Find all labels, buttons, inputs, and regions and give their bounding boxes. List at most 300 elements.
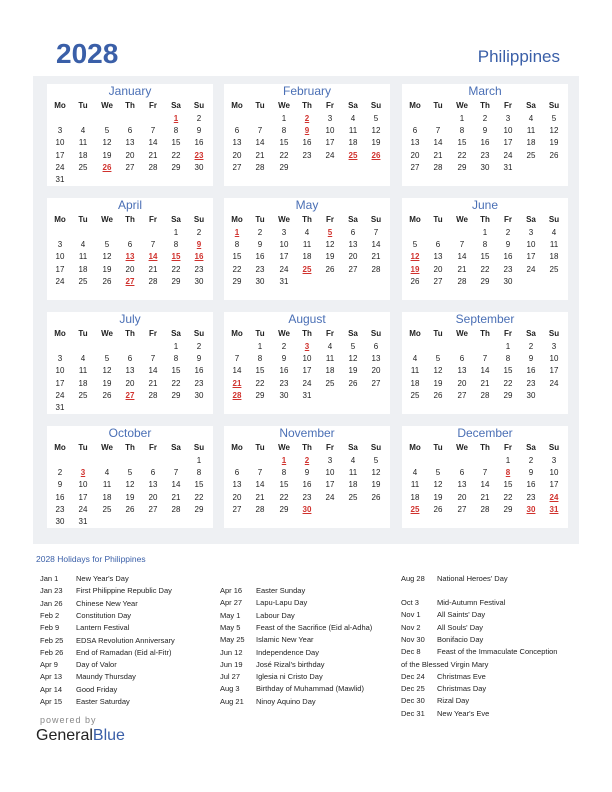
- holiday-name: Day of Valor: [76, 660, 117, 670]
- weekday-header: Tu: [255, 215, 265, 224]
- weekday-header: Th: [125, 443, 135, 452]
- day-cell: 15: [171, 366, 181, 376]
- day-cell: 22: [232, 264, 242, 274]
- day-cell: 20: [232, 150, 242, 160]
- day-cell: 12: [433, 480, 443, 490]
- day-cell: 20: [125, 150, 135, 160]
- holiday-day: 9: [304, 126, 310, 136]
- day-cell: 13: [433, 252, 443, 262]
- weekday-header: Th: [125, 215, 135, 224]
- day-cell: 9: [482, 126, 488, 136]
- holiday-date: May 1: [220, 610, 241, 620]
- holiday-row: [401, 672, 571, 682]
- calendar-grid: [33, 76, 579, 544]
- day-cell: 21: [480, 378, 490, 388]
- month-name: November: [279, 426, 335, 440]
- weekday-header: Fr: [326, 215, 334, 224]
- day-cell: 14: [148, 138, 158, 148]
- weekday-header: We: [456, 101, 468, 110]
- day-cell: 20: [371, 366, 381, 376]
- holiday-row: [220, 660, 390, 670]
- day-cell: 13: [125, 366, 135, 376]
- day-cell: 5: [373, 456, 379, 465]
- holiday-name: Lapu-Lapu Day: [256, 598, 308, 608]
- holiday-day: 31: [549, 504, 559, 514]
- day-cell: 14: [433, 138, 443, 148]
- day-cell: 18: [78, 378, 88, 388]
- holiday-row: [220, 611, 390, 621]
- day-cell: 1: [459, 114, 465, 123]
- day-cell: 20: [457, 492, 467, 502]
- day-cell: 20: [148, 492, 158, 502]
- holiday-name: Birthday of Muhammad (Mawlid): [256, 684, 364, 694]
- day-cell: 26: [348, 378, 358, 388]
- day-cell: 22: [480, 264, 490, 274]
- weekday-header: We: [101, 101, 113, 110]
- weekday-header: Th: [480, 215, 490, 224]
- day-cell: 19: [371, 138, 381, 148]
- weekday-header: Su: [548, 329, 560, 338]
- weekday-header: We: [101, 215, 113, 224]
- weekday-header: Sa: [171, 101, 181, 110]
- holiday-name: End of Ramadan (Eid al-Fitr): [76, 647, 172, 657]
- day-cell: 18: [78, 264, 88, 274]
- weekday-header: Sa: [348, 329, 358, 338]
- day-cell: 19: [348, 366, 358, 376]
- day-cell: 7: [459, 240, 465, 250]
- day-cell: 16: [194, 366, 204, 376]
- day-cell: 13: [232, 138, 242, 148]
- day-cell: 11: [526, 126, 536, 136]
- day-cell: 9: [196, 126, 202, 136]
- holiday-row: [40, 611, 210, 621]
- day-cell: 1: [173, 228, 179, 237]
- holiday-row: [220, 697, 390, 707]
- day-cell: 14: [148, 366, 158, 376]
- weekday-header: Th: [302, 329, 312, 338]
- weekday-header: Sa: [526, 329, 536, 338]
- weekday-header: Su: [370, 215, 382, 224]
- holiday-row: [401, 635, 571, 645]
- holiday-name: Chinese New Year: [76, 598, 138, 608]
- holiday-date: Dec 30: [401, 696, 425, 706]
- day-cell: 22: [457, 150, 467, 160]
- day-cell: 9: [257, 240, 263, 250]
- holiday-date: Jun 12: [220, 647, 243, 657]
- day-cell: 5: [412, 240, 418, 250]
- day-cell: 7: [173, 468, 179, 478]
- holiday-day: 8: [505, 468, 511, 478]
- month-name: February: [282, 84, 332, 98]
- weekday-header: Sa: [526, 215, 536, 224]
- holiday-date: Jul 27: [220, 672, 241, 682]
- day-cell: 25: [78, 276, 88, 286]
- day-cell: 28: [148, 276, 158, 286]
- month-name: August: [288, 312, 326, 326]
- day-cell: 17: [549, 480, 559, 490]
- day-cell: 28: [480, 504, 490, 514]
- holiday-name: All Souls' Day: [437, 622, 484, 632]
- day-cell: 8: [482, 240, 488, 250]
- day-cell: 22: [171, 378, 181, 388]
- holiday-row: [401, 647, 571, 657]
- month-name: March: [468, 84, 502, 98]
- day-cell: 15: [503, 480, 513, 490]
- month-august: [224, 312, 390, 414]
- day-cell: 15: [503, 366, 513, 376]
- holiday-row: [401, 709, 571, 719]
- day-cell: 11: [102, 480, 112, 490]
- day-cell: 28: [371, 264, 381, 274]
- day-cell: 1: [505, 342, 511, 351]
- day-cell: 26: [410, 276, 420, 286]
- holiday-name: Rizal Day: [437, 696, 470, 706]
- day-cell: 16: [302, 138, 312, 148]
- day-cell: 19: [371, 480, 381, 490]
- holiday-date: Jan 1: [40, 574, 59, 583]
- day-cell: 7: [150, 240, 156, 250]
- day-cell: 11: [302, 240, 312, 250]
- day-cell: 9: [528, 468, 534, 478]
- weekday-header: Fr: [504, 443, 512, 452]
- day-cell: 4: [412, 354, 418, 364]
- holiday-row: [220, 635, 390, 645]
- day-cell: 11: [549, 240, 559, 250]
- holiday-day: 27: [125, 276, 135, 286]
- day-cell: 19: [102, 150, 112, 160]
- weekday-header: Tu: [433, 329, 443, 338]
- day-cell: 23: [302, 150, 312, 160]
- day-cell: 7: [435, 126, 441, 136]
- holiday-row: [40, 586, 210, 596]
- day-cell: 8: [281, 126, 287, 136]
- day-cell: 20: [410, 150, 420, 160]
- weekday-header: Su: [193, 215, 205, 224]
- day-cell: 28: [148, 390, 158, 400]
- day-cell: 4: [350, 456, 356, 465]
- holiday-row: [220, 648, 390, 658]
- holiday-day: 1: [234, 228, 240, 237]
- day-cell: 6: [150, 468, 156, 478]
- day-cell: 10: [549, 354, 559, 364]
- weekday-header: Mo: [409, 101, 421, 110]
- weekday-header: Fr: [326, 329, 334, 338]
- day-cell: 17: [78, 492, 88, 502]
- holiday-date: Feb 25: [40, 635, 64, 645]
- holiday-name: Feast of the Immaculate Conception: [437, 647, 558, 657]
- day-cell: 28: [171, 504, 181, 514]
- day-cell: 31: [279, 276, 289, 286]
- day-cell: 24: [55, 276, 65, 286]
- weekday-header: Su: [370, 329, 382, 338]
- holiday-name: Mid-Autumn Festival: [437, 598, 506, 607]
- month-october: [47, 426, 213, 528]
- day-cell: 15: [232, 252, 242, 262]
- day-cell: 23: [255, 264, 265, 274]
- holiday-day: 24: [549, 492, 559, 502]
- day-cell: 17: [503, 138, 513, 148]
- holidays-title: 2028 Holidays for Philippines: [36, 554, 146, 564]
- day-cell: 16: [480, 138, 490, 148]
- day-cell: 18: [549, 252, 559, 262]
- month-name: July: [119, 312, 141, 326]
- day-cell: 25: [526, 150, 536, 160]
- day-cell: 14: [232, 366, 242, 376]
- day-cell: 3: [327, 114, 333, 123]
- holiday-date: Nov 30: [401, 634, 425, 644]
- day-cell: 22: [255, 378, 265, 388]
- day-cell: 2: [57, 468, 63, 478]
- holiday-name: Feast of the Sacrifice (Eid al-Adha): [256, 622, 373, 632]
- holiday-day: 15: [171, 252, 181, 262]
- day-cell: 8: [173, 240, 179, 250]
- day-cell: 3: [551, 456, 557, 465]
- day-cell: 28: [480, 390, 490, 400]
- day-cell: 16: [503, 252, 513, 262]
- day-cell: 11: [78, 138, 88, 148]
- holiday-name: Maundy Thursday: [76, 672, 136, 682]
- weekday-header: We: [278, 215, 290, 224]
- holiday-name: All Saints' Day: [437, 610, 486, 620]
- holiday-row: [401, 623, 571, 633]
- day-cell: 4: [528, 114, 534, 123]
- day-cell: 19: [549, 138, 559, 148]
- weekday-header: Mo: [231, 329, 243, 338]
- day-cell: 13: [457, 366, 467, 376]
- day-cell: 11: [348, 468, 358, 478]
- holiday-row: [220, 598, 390, 608]
- day-cell: 24: [55, 390, 65, 400]
- month-march: [402, 84, 568, 186]
- holiday-row: [40, 660, 210, 670]
- weekday-header: Tu: [255, 101, 265, 110]
- day-cell: 4: [350, 114, 356, 123]
- weekday-header: Mo: [54, 101, 66, 110]
- weekday-header: Mo: [409, 329, 421, 338]
- day-cell: 10: [78, 480, 88, 490]
- holiday-name: Ninoy Aquino Day: [256, 696, 316, 706]
- weekday-header: Mo: [54, 215, 66, 224]
- day-cell: 23: [302, 492, 312, 502]
- day-cell: 16: [302, 480, 312, 490]
- holiday-row: [220, 623, 390, 633]
- day-cell: 4: [80, 354, 86, 364]
- day-cell: 26: [102, 390, 112, 400]
- day-cell: 21: [255, 492, 265, 502]
- holiday-date: Aug 28: [401, 574, 425, 583]
- day-cell: 19: [125, 492, 135, 502]
- day-cell: 3: [327, 456, 333, 465]
- holiday-date: Apr 15: [40, 697, 63, 706]
- day-cell: 30: [279, 390, 289, 400]
- day-cell: 26: [433, 390, 443, 400]
- holiday-name: Bonifacio Day: [437, 634, 484, 644]
- day-cell: 4: [327, 342, 333, 351]
- day-cell: 9: [304, 468, 310, 478]
- day-cell: 14: [255, 138, 265, 148]
- day-cell: 24: [279, 264, 289, 274]
- day-cell: 20: [433, 264, 443, 274]
- holiday-date: Dec 24: [401, 671, 425, 681]
- day-cell: 6: [435, 240, 441, 250]
- day-cell: 18: [325, 366, 335, 376]
- day-cell: 4: [80, 126, 86, 136]
- day-cell: 26: [371, 492, 381, 502]
- holiday-day: 28: [232, 390, 242, 400]
- day-cell: 7: [150, 354, 156, 364]
- weekday-header: Fr: [149, 443, 157, 452]
- day-cell: 20: [348, 252, 358, 262]
- day-cell: 3: [281, 228, 287, 237]
- day-cell: 15: [255, 366, 265, 376]
- weekday-header: Su: [548, 101, 560, 110]
- weekday-header: Mo: [231, 215, 243, 224]
- day-cell: 25: [325, 378, 335, 388]
- month-april: [47, 198, 213, 300]
- day-cell: 28: [457, 276, 467, 286]
- day-cell: 12: [348, 354, 358, 364]
- holiday-day: 26: [102, 162, 112, 172]
- holiday-day: 25: [410, 504, 420, 514]
- day-cell: 2: [196, 114, 202, 123]
- day-cell: 15: [279, 138, 289, 148]
- day-cell: 20: [125, 264, 135, 274]
- day-cell: 10: [325, 126, 335, 136]
- day-cell: 28: [433, 162, 443, 172]
- day-cell: 26: [125, 504, 135, 514]
- weekday-header: Th: [125, 101, 135, 110]
- day-cell: 5: [435, 468, 441, 478]
- day-cell: 25: [78, 162, 88, 172]
- day-cell: 21: [148, 150, 158, 160]
- weekday-header: Tu: [255, 329, 265, 338]
- day-cell: 29: [503, 504, 513, 514]
- day-cell: 30: [55, 517, 65, 526]
- holiday-name: Lantern Festival: [76, 623, 130, 633]
- day-cell: 7: [373, 228, 379, 237]
- holiday-day: 1: [281, 456, 287, 465]
- day-cell: 29: [171, 390, 181, 400]
- holiday-row: [40, 599, 210, 609]
- day-cell: 18: [410, 378, 420, 388]
- holiday-day: 14: [148, 252, 158, 262]
- day-cell: 21: [148, 378, 158, 388]
- day-cell: 16: [279, 366, 289, 376]
- day-cell: 24: [78, 504, 88, 514]
- holiday-date: Dec 31: [401, 708, 425, 718]
- day-cell: 2: [528, 456, 534, 465]
- day-cell: 7: [150, 126, 156, 136]
- day-cell: 5: [373, 114, 379, 123]
- day-cell: 17: [55, 378, 65, 388]
- powered-by-text: powered by: [40, 715, 97, 725]
- weekday-header: Th: [480, 443, 490, 452]
- day-cell: 1: [281, 114, 287, 123]
- weekday-header: Fr: [326, 101, 334, 110]
- day-cell: 6: [127, 126, 133, 136]
- day-cell: 6: [412, 126, 418, 136]
- day-cell: 10: [55, 138, 65, 148]
- day-cell: 13: [148, 480, 158, 490]
- day-cell: 30: [255, 276, 265, 286]
- holiday-date: Apr 9: [40, 660, 58, 670]
- day-cell: 29: [279, 504, 289, 514]
- day-cell: 15: [194, 480, 204, 490]
- holiday-date: Aug 21: [220, 696, 244, 706]
- day-cell: 9: [281, 354, 287, 364]
- brand-logo: [36, 727, 125, 745]
- holiday-day: 1: [173, 114, 179, 123]
- day-cell: 2: [196, 342, 202, 351]
- day-cell: 11: [348, 126, 358, 136]
- day-cell: 8: [459, 126, 465, 136]
- weekday-header: Tu: [433, 443, 443, 452]
- day-cell: 2: [196, 228, 202, 237]
- holiday-date: Aug 3: [220, 684, 240, 694]
- day-cell: 27: [371, 378, 381, 388]
- day-cell: 8: [234, 240, 240, 250]
- day-cell: 23: [480, 150, 490, 160]
- day-cell: 6: [234, 126, 240, 136]
- day-cell: 29: [232, 276, 242, 286]
- day-cell: 7: [257, 468, 263, 478]
- holiday-row: [220, 586, 390, 596]
- day-cell: 28: [255, 162, 265, 172]
- weekday-header: Sa: [171, 443, 181, 452]
- day-cell: 10: [279, 240, 289, 250]
- day-cell: 12: [325, 240, 335, 250]
- day-cell: 6: [373, 342, 379, 351]
- day-cell: 17: [55, 150, 65, 160]
- weekday-header: Mo: [54, 443, 66, 452]
- holiday-name: Christmas Eve: [437, 671, 486, 681]
- weekday-header: Mo: [231, 443, 243, 452]
- brand-general: General: [36, 727, 93, 744]
- day-cell: 1: [173, 342, 179, 351]
- weekday-header: Su: [370, 101, 382, 110]
- day-cell: 27: [410, 162, 420, 172]
- day-cell: 14: [457, 252, 467, 262]
- holiday-name: Independence Day: [256, 647, 319, 657]
- day-cell: 17: [526, 252, 536, 262]
- weekday-header: Sa: [171, 329, 181, 338]
- day-cell: 27: [232, 504, 242, 514]
- day-cell: 27: [232, 162, 242, 172]
- day-cell: 4: [551, 228, 557, 237]
- day-cell: 28: [255, 504, 265, 514]
- weekday-header: Fr: [326, 443, 334, 452]
- day-cell: 15: [480, 252, 490, 262]
- day-cell: 16: [55, 492, 65, 502]
- day-cell: 16: [194, 138, 204, 148]
- day-cell: 24: [55, 162, 65, 172]
- day-cell: 2: [257, 228, 263, 237]
- day-cell: 14: [371, 240, 381, 250]
- holiday-day: 26: [371, 150, 381, 160]
- weekday-header: Su: [193, 101, 205, 110]
- holiday-day: 3: [304, 342, 310, 351]
- holiday-row: [220, 672, 390, 682]
- holiday-date: Apr 13: [40, 672, 63, 682]
- day-cell: 18: [78, 150, 88, 160]
- day-cell: 22: [279, 150, 289, 160]
- day-cell: 31: [302, 390, 312, 400]
- holiday-name: Christmas Day: [437, 684, 487, 694]
- month-july: [47, 312, 213, 414]
- weekday-header: Su: [548, 443, 560, 452]
- holiday-row: [401, 610, 571, 620]
- month-name: October: [108, 426, 152, 440]
